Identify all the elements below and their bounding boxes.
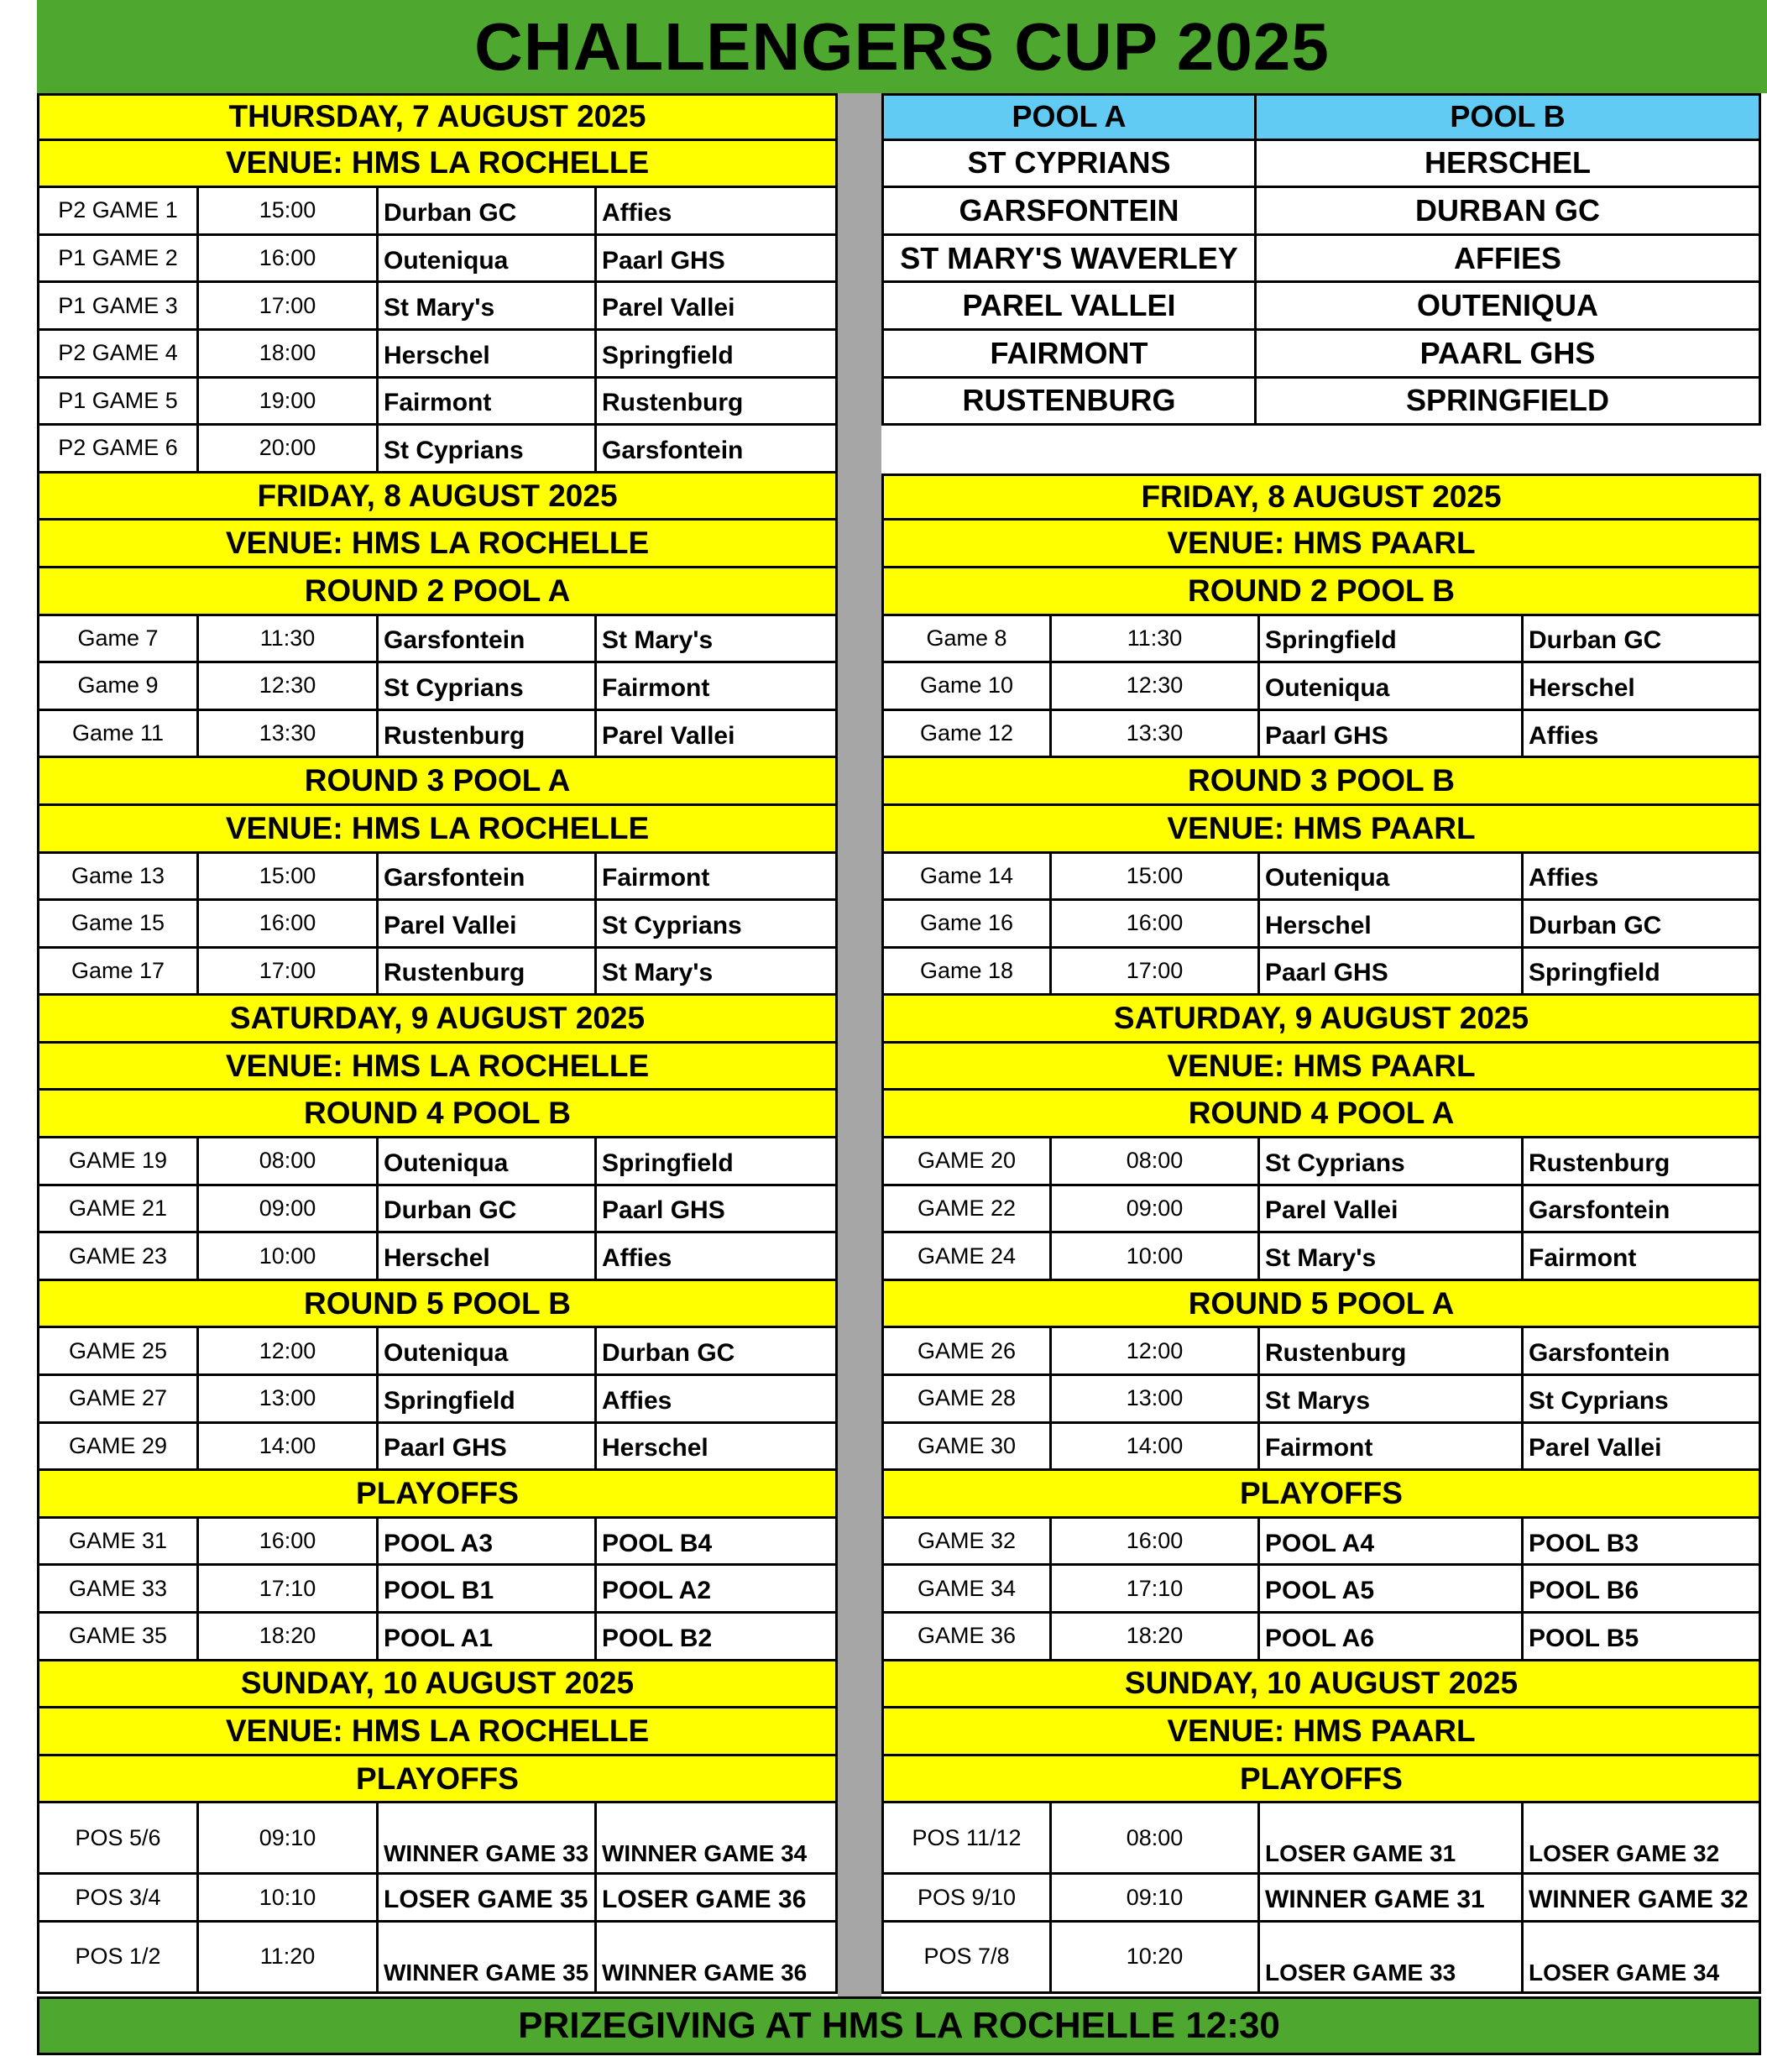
game-row [37, 1875, 838, 1923]
venue-header: VENUE: HMS LA ROCHELLE [37, 141, 838, 189]
away-team: Fairmont [602, 673, 710, 702]
day-header: FRIDAY, 8 AUGUST 2025 [881, 474, 1761, 521]
game-label: Game 15 [39, 901, 199, 946]
away-team: POOL A2 [602, 1577, 712, 1605]
away-team: Springfield [602, 1148, 734, 1177]
game-row [881, 854, 1761, 902]
game-time: 16:00 [1052, 1519, 1260, 1564]
game-label: GAME 35 [39, 1614, 199, 1659]
day-header: FRIDAY, 8 AUGUST 2025 [37, 474, 838, 521]
games-table [37, 1138, 838, 1281]
pool-header-row [881, 93, 1761, 141]
day-header: SATURDAY, 9 AUGUST 2025 [881, 996, 1761, 1044]
game-row [37, 854, 838, 902]
game-label: Game 9 [39, 663, 199, 709]
away-team: St Cyprians [1529, 1386, 1669, 1415]
game-row [37, 1519, 838, 1567]
home-team: Fairmont [379, 379, 597, 424]
games-table [37, 1328, 838, 1471]
day-header: SUNDAY, 10 AUGUST 2025 [37, 1661, 838, 1709]
round-header: ROUND 2 POOL A [37, 568, 838, 616]
away-team: WINNER GAME 36 [602, 1959, 808, 1986]
away-team: Rustenburg [602, 389, 744, 417]
page-title: CHALLENGERS CUP 2025 [474, 8, 1330, 84]
game-time: 16:00 [199, 1519, 379, 1564]
home-team: Outeniqua [379, 236, 597, 281]
game-row [881, 663, 1761, 711]
game-time: 16:00 [1052, 901, 1260, 946]
home-team: Outeniqua [379, 1138, 597, 1184]
away-team: WINNER GAME 32 [1529, 1886, 1749, 1914]
game-row [881, 1519, 1761, 1567]
game-time: 11:20 [199, 1923, 379, 1991]
pool-row [881, 283, 1761, 331]
pool-row [881, 236, 1761, 284]
game-label: GAME 36 [884, 1614, 1052, 1659]
game-label: POS 1/2 [39, 1923, 199, 1991]
game-label: GAME 31 [39, 1519, 199, 1564]
round-header: ROUND 2 POOL B [881, 568, 1761, 616]
game-label: POS 5/6 [39, 1803, 199, 1872]
game-time: 10:00 [199, 1233, 379, 1279]
game-label: P2 GAME 1 [39, 188, 199, 233]
away-team: Springfield [602, 341, 734, 369]
game-time: 18:00 [199, 331, 379, 376]
away-team: POOL B5 [1529, 1624, 1639, 1652]
game-time: 08:00 [1052, 1803, 1260, 1872]
game-row [881, 901, 1761, 949]
game-label: Game 10 [884, 663, 1052, 709]
away-team: Fairmont [1529, 1244, 1637, 1273]
game-row [881, 1566, 1761, 1614]
round-header: ROUND 5 POOL B [37, 1281, 838, 1329]
playoffs-header: PLAYOFFS [881, 1756, 1761, 1804]
pool-b-team: OUTENIQUA [1417, 288, 1598, 323]
game-label: P1 GAME 3 [39, 283, 199, 328]
game-row [37, 283, 838, 331]
day-header: SATURDAY, 9 AUGUST 2025 [37, 996, 838, 1044]
home-team: Springfield [1260, 616, 1524, 662]
home-team: St Marys [1260, 1376, 1524, 1421]
home-team: Fairmont [1260, 1424, 1524, 1469]
pool-a-team: RUSTENBURG [884, 379, 1257, 424]
game-row [881, 1328, 1761, 1376]
game-label: GAME 29 [39, 1424, 199, 1469]
away-team: Paarl GHS [602, 246, 725, 275]
game-label: GAME 26 [884, 1328, 1052, 1373]
away-team: WINNER GAME 34 [602, 1840, 808, 1867]
home-team: Durban GC [379, 1186, 597, 1232]
game-label: POS 11/12 [884, 1803, 1052, 1872]
game-row [881, 711, 1761, 759]
pool-a-team: FAIRMONT [884, 331, 1257, 376]
away-team: Herschel [1529, 673, 1635, 702]
home-team: Paarl GHS [1260, 711, 1524, 756]
game-row [37, 616, 838, 664]
game-label: Game 18 [884, 949, 1052, 994]
game-label: GAME 30 [884, 1424, 1052, 1469]
game-label: GAME 23 [39, 1233, 199, 1279]
game-time: 10:20 [1052, 1923, 1260, 1991]
left-column [37, 93, 838, 1994]
game-row [881, 949, 1761, 997]
away-team: Parel Vallei [1529, 1434, 1662, 1462]
away-team: Durban GC [1529, 626, 1662, 655]
prizegiving-note: PRIZEGIVING AT HMS LA ROCHELLE 12:30 [518, 2005, 1280, 2046]
game-label: POS 9/10 [884, 1875, 1052, 1920]
game-label: GAME 22 [884, 1186, 1052, 1232]
home-team: Garsfontein [379, 616, 597, 662]
pool-b-team: AFFIES [1453, 240, 1561, 275]
games-table [37, 1803, 838, 1994]
games-table [37, 854, 838, 997]
away-team: Parel Vallei [602, 294, 735, 322]
home-team: WINNER GAME 33 [379, 1803, 597, 1872]
games-table [881, 616, 1761, 759]
game-time: 12:00 [1052, 1328, 1260, 1373]
venue-header: VENUE: HMS PAARL [881, 1708, 1761, 1756]
game-label: P2 GAME 6 [39, 426, 199, 471]
home-team: Herschel [379, 1233, 597, 1279]
home-team: Parel Vallei [379, 901, 597, 946]
game-row [881, 1138, 1761, 1186]
spacer [881, 426, 1761, 474]
round-header: ROUND 3 POOL A [37, 758, 838, 806]
home-team: LOSER GAME 33 [1260, 1923, 1524, 1991]
game-label: Game 16 [884, 901, 1052, 946]
day-header: THURSDAY, 7 AUGUST 2025 [37, 93, 838, 141]
game-row [37, 901, 838, 949]
home-team: Paarl GHS [1260, 949, 1524, 994]
game-time: 17:10 [199, 1566, 379, 1611]
home-team: Durban GC [379, 188, 597, 233]
away-team: St Mary's [602, 959, 714, 987]
games-table [881, 854, 1761, 997]
home-team: Herschel [1260, 901, 1524, 946]
home-team: Outeniqua [1260, 854, 1524, 899]
game-label: GAME 27 [39, 1376, 199, 1421]
game-row [37, 1186, 838, 1234]
away-team: Affies [602, 1386, 672, 1415]
home-team: POOL A4 [1260, 1519, 1524, 1564]
game-row [881, 616, 1761, 664]
home-team: Paarl GHS [379, 1424, 597, 1469]
venue-header: VENUE: HMS LA ROCHELLE [37, 1044, 838, 1091]
away-team: St Mary's [602, 626, 714, 655]
away-team: Durban GC [602, 1339, 735, 1368]
games-table [881, 1803, 1761, 1994]
game-row [37, 1376, 838, 1424]
game-time: 16:00 [199, 236, 379, 281]
game-time: 10:10 [199, 1875, 379, 1920]
playoffs-header: PLAYOFFS [881, 1471, 1761, 1519]
pool-row [881, 379, 1761, 426]
away-team: Fairmont [602, 864, 710, 892]
home-team: Parel Vallei [1260, 1186, 1524, 1232]
game-row [37, 1328, 838, 1376]
game-row [881, 1233, 1761, 1281]
away-team: Affies [602, 198, 672, 227]
home-team: POOL A3 [379, 1519, 597, 1564]
games-table [881, 1519, 1761, 1661]
home-team: St Cyprians [379, 426, 597, 471]
pool-a-header: POOL A [884, 96, 1257, 139]
pool-b-header: POOL B [1450, 99, 1566, 134]
game-label: GAME 21 [39, 1186, 199, 1232]
game-time: 13:00 [1052, 1376, 1260, 1421]
away-team: LOSER GAME 32 [1529, 1840, 1720, 1867]
game-label: Game 14 [884, 854, 1052, 899]
venue-header: VENUE: HMS LA ROCHELLE [37, 806, 838, 854]
away-team: POOL B3 [1529, 1529, 1639, 1557]
pool-a-team: PAREL VALLEI [884, 283, 1257, 328]
venue-header: VENUE: HMS LA ROCHELLE [37, 1708, 838, 1756]
away-team: Affies [1529, 864, 1599, 892]
venue-header: VENUE: HMS LA ROCHELLE [37, 521, 838, 568]
game-row [881, 1376, 1761, 1424]
game-label: Game 11 [39, 711, 199, 756]
game-row [881, 1803, 1761, 1875]
game-label: POS 3/4 [39, 1875, 199, 1920]
home-team: POOL A5 [1260, 1566, 1524, 1611]
home-team: WINNER GAME 35 [379, 1923, 597, 1991]
games-table [37, 616, 838, 759]
away-team: Garsfontein [1529, 1196, 1670, 1225]
game-time: 09:10 [1052, 1875, 1260, 1920]
game-label: GAME 20 [884, 1138, 1052, 1184]
footer-banner [37, 1996, 1761, 2055]
game-row [37, 1614, 838, 1661]
away-team: LOSER GAME 36 [602, 1886, 807, 1914]
away-team: LOSER GAME 34 [1529, 1959, 1720, 1986]
games-table [37, 1519, 838, 1661]
pool-b-team: SPRINGFIELD [1405, 383, 1609, 418]
home-team: WINNER GAME 31 [1260, 1875, 1524, 1920]
home-team: POOL A1 [379, 1614, 597, 1659]
game-time: 17:00 [199, 949, 379, 994]
game-label: GAME 34 [884, 1566, 1052, 1611]
game-time: 11:30 [199, 616, 379, 662]
game-time: 13:30 [1052, 711, 1260, 756]
game-time: 12:30 [1052, 663, 1260, 709]
away-team: POOL B2 [602, 1624, 713, 1652]
home-team: Rustenburg [379, 949, 597, 994]
home-team: Outeniqua [379, 1328, 597, 1373]
venue-header: VENUE: HMS PAARL [881, 806, 1761, 854]
game-time: 12:30 [199, 663, 379, 709]
game-row [881, 1875, 1761, 1923]
game-label: GAME 24 [884, 1233, 1052, 1279]
home-team: St Cyprians [1260, 1138, 1524, 1184]
home-team: Outeniqua [1260, 663, 1524, 709]
game-row [37, 1138, 838, 1186]
round-header: ROUND 3 POOL B [881, 758, 1761, 806]
venue-header: VENUE: HMS PAARL [881, 1044, 1761, 1091]
away-team: POOL B6 [1529, 1577, 1639, 1605]
game-label: GAME 25 [39, 1328, 199, 1373]
venue-header: VENUE: HMS PAARL [881, 521, 1761, 568]
game-row [37, 663, 838, 711]
game-time: 17:00 [199, 283, 379, 328]
away-team: Garsfontein [1529, 1339, 1670, 1368]
away-team: Parel Vallei [602, 721, 735, 750]
away-team: Affies [1529, 721, 1599, 750]
game-label: Game 13 [39, 854, 199, 899]
playoffs-header: PLAYOFFS [37, 1756, 838, 1804]
column-divider [838, 93, 881, 1996]
game-row [37, 426, 838, 474]
playoffs-header: PLAYOFFS [37, 1471, 838, 1519]
away-team: Springfield [1529, 959, 1660, 987]
pool-table [881, 93, 1761, 426]
pool-b-team: HERSCHEL [1424, 145, 1592, 181]
game-row [37, 188, 838, 236]
game-row [881, 1186, 1761, 1234]
game-label: Game 12 [884, 711, 1052, 756]
home-team: St Mary's [379, 283, 597, 328]
game-time: 19:00 [199, 379, 379, 424]
game-time: 18:20 [1052, 1614, 1260, 1659]
home-team: Rustenburg [1260, 1328, 1524, 1373]
game-time: 15:00 [199, 188, 379, 233]
pool-rows [881, 141, 1761, 426]
game-row [37, 1923, 838, 1994]
pool-row [881, 188, 1761, 236]
away-team: Paarl GHS [602, 1196, 725, 1225]
game-row [881, 1923, 1761, 1994]
game-row [37, 1424, 838, 1472]
game-time: 13:30 [199, 711, 379, 756]
away-team: POOL B4 [602, 1529, 713, 1557]
game-time: 09:00 [1052, 1186, 1260, 1232]
games-table [37, 188, 838, 474]
games-table [881, 1138, 1761, 1281]
pool-b-team: DURBAN GC [1415, 192, 1600, 228]
game-label: Game 8 [884, 616, 1052, 662]
home-team: St Mary's [1260, 1233, 1524, 1279]
game-time: 17:10 [1052, 1566, 1260, 1611]
game-row [37, 1566, 838, 1614]
away-team: Herschel [602, 1434, 708, 1462]
game-label: GAME 19 [39, 1138, 199, 1184]
round-header: ROUND 5 POOL A [881, 1281, 1761, 1329]
round-header: ROUND 4 POOL A [881, 1091, 1761, 1138]
pool-a-team: GARSFONTEIN [884, 188, 1257, 233]
game-row [37, 711, 838, 759]
game-label: P1 GAME 2 [39, 236, 199, 281]
game-row [881, 1614, 1761, 1661]
game-row [37, 379, 838, 426]
game-label: GAME 33 [39, 1566, 199, 1611]
home-team: LOSER GAME 31 [1260, 1803, 1524, 1872]
pool-a-team: ST CYPRIANS [884, 141, 1257, 186]
game-time: 08:00 [199, 1138, 379, 1184]
games-table [881, 1328, 1761, 1471]
game-label: GAME 32 [884, 1519, 1052, 1564]
away-team: St Cyprians [602, 911, 742, 939]
away-team: Garsfontein [602, 436, 744, 464]
game-time: 15:00 [199, 854, 379, 899]
game-row [37, 1233, 838, 1281]
game-row [37, 236, 838, 284]
game-time: 20:00 [199, 426, 379, 471]
pool-a-team: ST MARY'S WAVERLEY [884, 236, 1257, 281]
right-column [881, 93, 1761, 1994]
away-team: Affies [602, 1244, 672, 1273]
game-time: 09:10 [199, 1803, 379, 1872]
game-time: 15:00 [1052, 854, 1260, 899]
round-header: ROUND 4 POOL B [37, 1091, 838, 1138]
game-label: Game 17 [39, 949, 199, 994]
game-time: 18:20 [199, 1614, 379, 1659]
game-row [37, 1803, 838, 1875]
pool-b-team: PAARL GHS [1419, 335, 1596, 370]
home-team: POOL A6 [1260, 1614, 1524, 1659]
game-row [881, 1424, 1761, 1472]
home-team: St Cyprians [379, 663, 597, 709]
game-time: 08:00 [1052, 1138, 1260, 1184]
home-team: LOSER GAME 35 [379, 1875, 597, 1920]
game-label: GAME 28 [884, 1376, 1052, 1421]
game-label: P2 GAME 4 [39, 331, 199, 376]
game-label: POS 7/8 [884, 1923, 1052, 1991]
pool-row [881, 331, 1761, 379]
game-time: 09:00 [199, 1186, 379, 1232]
game-label: Game 7 [39, 616, 199, 662]
game-time: 14:00 [199, 1424, 379, 1469]
game-time: 14:00 [1052, 1424, 1260, 1469]
game-label: P1 GAME 5 [39, 379, 199, 424]
away-team: Rustenburg [1529, 1148, 1670, 1177]
day-header: SUNDAY, 10 AUGUST 2025 [881, 1661, 1761, 1709]
home-team: Springfield [379, 1376, 597, 1421]
pool-row [881, 141, 1761, 189]
game-time: 12:00 [199, 1328, 379, 1373]
home-team: Garsfontein [379, 854, 597, 899]
game-row [37, 949, 838, 997]
home-team: Rustenburg [379, 711, 597, 756]
game-time: 10:00 [1052, 1233, 1260, 1279]
away-team: Durban GC [1529, 911, 1662, 939]
title-banner [37, 0, 1767, 93]
home-team: POOL B1 [379, 1566, 597, 1611]
game-time: 13:00 [199, 1376, 379, 1421]
game-time: 16:00 [199, 901, 379, 946]
game-time: 17:00 [1052, 949, 1260, 994]
game-time: 11:30 [1052, 616, 1260, 662]
game-row [37, 331, 838, 379]
home-team: Herschel [379, 331, 597, 376]
